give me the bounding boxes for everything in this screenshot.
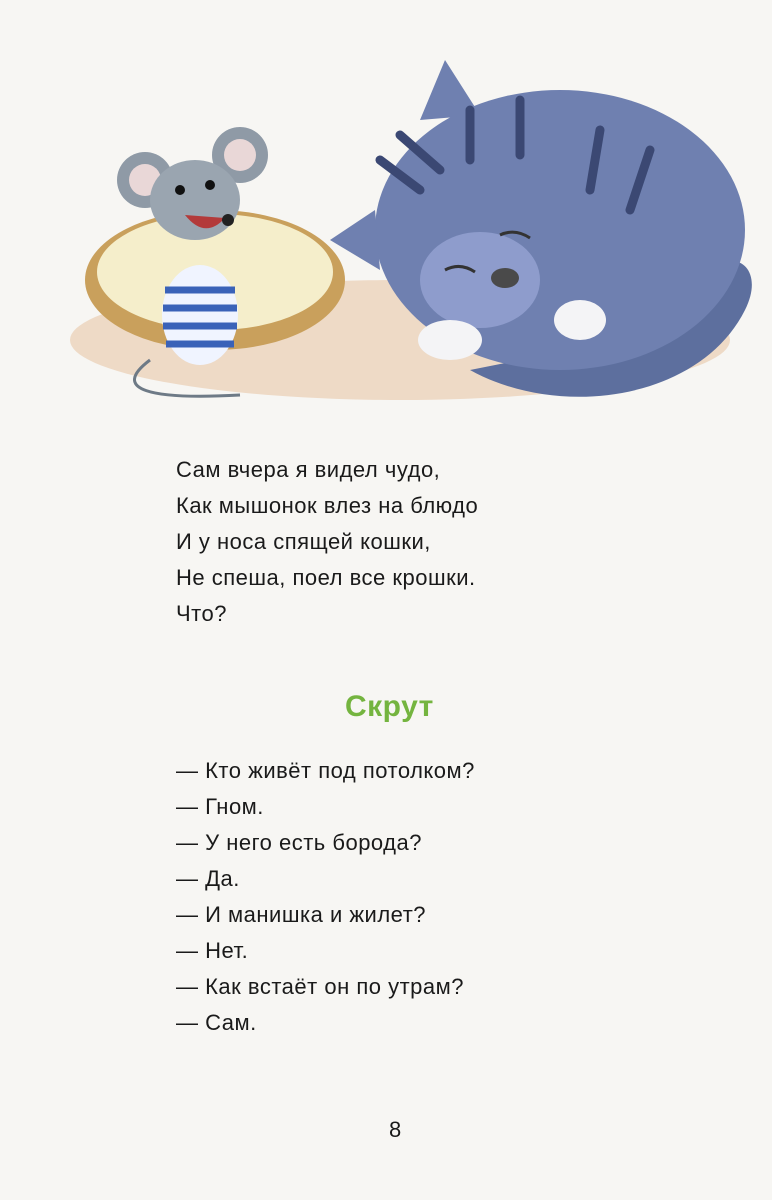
dialogue-line: — Гном.: [176, 794, 264, 819]
poem-line: И у носа спящей кошки,: [176, 529, 431, 554]
poem-line: Не спеша, поел все крошки.: [176, 565, 476, 590]
mouse-and-cat-illustration: [0, 40, 772, 440]
section-title: Скрут: [345, 690, 434, 723]
dialogue-line: — Сам.: [176, 1010, 257, 1035]
dialogue-line: — Как встаёт он по утрам?: [176, 974, 464, 999]
poem-line: Сам вчера я видел чудо,: [176, 457, 441, 482]
dialogue-line: — Нет.: [176, 938, 249, 963]
dialogue-poem: [176, 753, 475, 1041]
dialogue-line: — И манишка и жилет?: [176, 902, 427, 927]
riddle-poem: [176, 452, 478, 632]
page-number: 8: [389, 1117, 402, 1142]
dialogue-line: — У него есть борода?: [176, 830, 422, 855]
dialogue-line: — Да.: [176, 866, 240, 891]
poem-line: Что?: [176, 601, 227, 626]
dialogue-line: — Кто живёт под потолком?: [176, 758, 475, 783]
poem-line: Как мышонок влез на блюдо: [176, 493, 479, 518]
